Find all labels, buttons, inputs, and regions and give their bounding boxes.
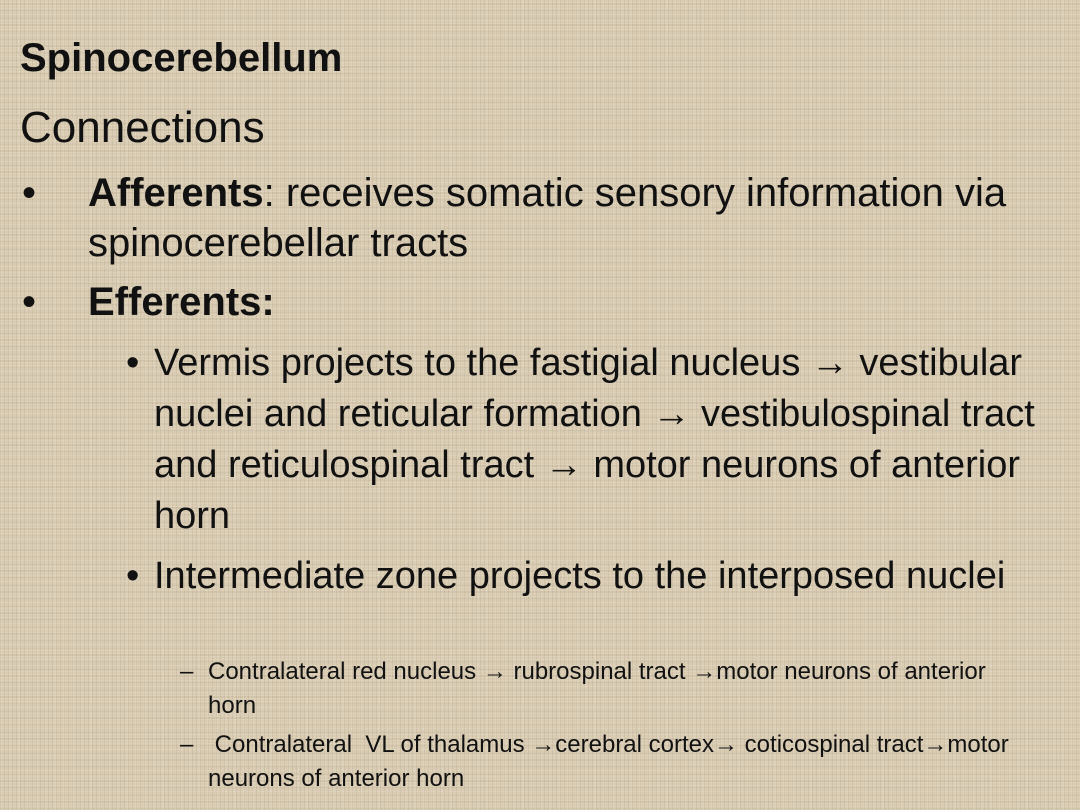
dash-marker: – — [180, 731, 194, 758]
slide-title: Spinocerebellum — [20, 36, 343, 80]
dash-text: Contralateral red nucleus → rubrospinal tract →motor neurons of anterior horn — [208, 658, 986, 719]
bullet-marker: • — [22, 280, 37, 324]
dash-text: Contralateral VL of thalamus →cerebral cortex→ coticospinal tract→motor neurons of anterior horn — [208, 731, 1016, 792]
slide-subtitle: Connections — [20, 103, 265, 152]
subbullet-intermediate-zone — [126, 551, 1056, 602]
bullet-text — [88, 168, 1062, 268]
subbullet-marker: • — [126, 342, 140, 384]
dash-marker: – — [180, 658, 194, 685]
bullet-afferents — [22, 168, 1062, 268]
bullet-body: : receives somatic sensory information via spinocerebellar tracts — [88, 171, 1007, 265]
bullet-label: Afferents — [88, 171, 264, 215]
subbullet-text: Intermediate zone projects to the interposed nuclei — [154, 555, 1006, 597]
dash-item-red-nucleus — [180, 655, 1020, 723]
bullet-marker: • — [22, 171, 37, 215]
subbullet-text: Vermis projects to the fastigial nucleus → vestibular nuclei and reticular formation → vestibulospinal tract and reticulospinal tract → motor neurons of anterior horn — [154, 342, 1035, 537]
dash-item-thalamus — [180, 728, 1020, 796]
subbullet-vermis — [126, 338, 1056, 542]
bullet-text — [88, 277, 1062, 327]
bullet-label: Efferents: — [88, 280, 275, 324]
subbullet-marker: • — [126, 555, 140, 597]
bullet-efferents — [22, 277, 1062, 327]
